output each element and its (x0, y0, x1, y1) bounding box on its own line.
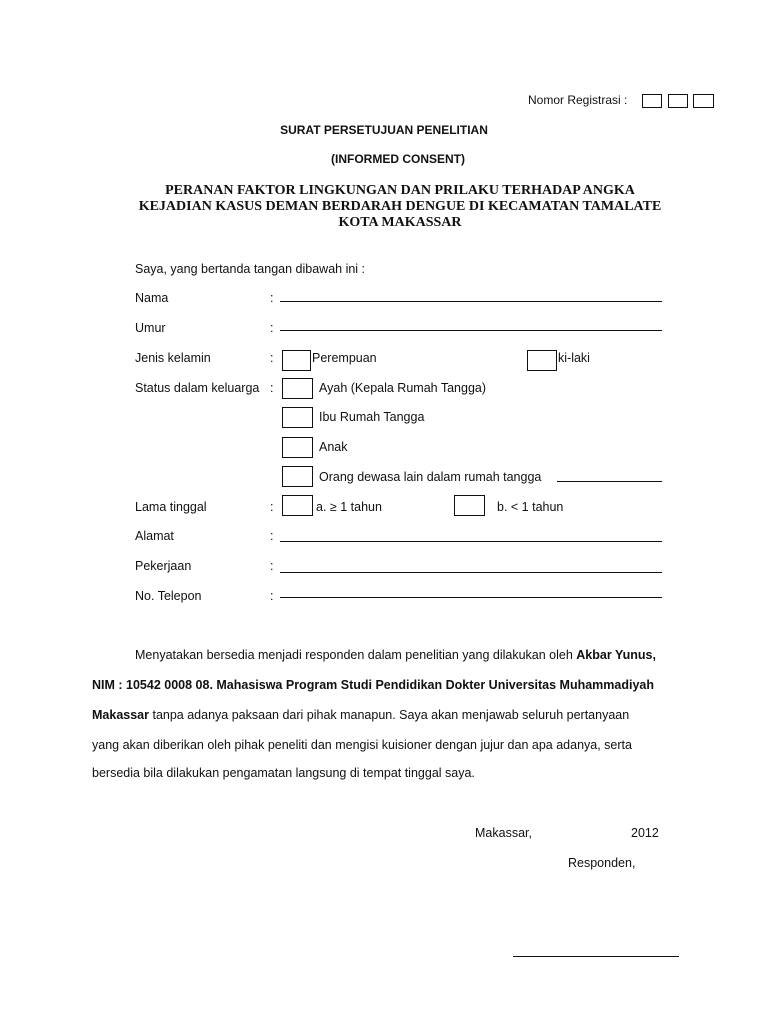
nama-field[interactable] (280, 301, 662, 302)
gender-perempuan-label: Perempuan (312, 351, 377, 365)
document-title: SURAT PERSETUJUAN PENELITIAN (280, 123, 488, 137)
gender-colon: : (270, 351, 274, 365)
gender-lakilaki-label: ki-laki (558, 351, 590, 365)
status-lain-checkbox[interactable] (282, 466, 313, 487)
pekerjaan-label: Pekerjaan (135, 559, 192, 573)
telepon-label: No. Telepon (135, 589, 202, 603)
statement-line-2: NIM : 10542 0008 08. Mahasiswa Program Studi Pendidikan Dokter Universitas Muhammadiyah (92, 678, 655, 692)
statement-line-4: yang akan diberikan oleh pihak peneliti dan mengisi kuisioner dengan jujur dan apa adanya, serta (92, 738, 632, 752)
research-title-line-3: KOTA MAKASSAR (338, 215, 462, 230)
status-colon: : (270, 381, 274, 395)
registration-box-1[interactable] (642, 94, 662, 108)
statement-line-3: Makassar tanpa adanya paksaan dari pihak manapun. Saya akan menjawab seluruh pertanyaan (92, 708, 630, 722)
lama-colon: : (270, 500, 274, 514)
status-ibu-checkbox[interactable] (282, 407, 313, 428)
alamat-label: Alamat (135, 529, 174, 543)
status-lain-label: Orang dewasa lain dalam rumah tangga (319, 470, 542, 484)
registration-box-3[interactable] (693, 94, 714, 108)
research-title-line-1: PERANAN FAKTOR LINGKUNGAN DAN PRILAKU TERHADAP ANGKA (165, 183, 635, 198)
lama-1-label: a. ≥ 1 tahun (316, 500, 382, 514)
lama-2-checkbox[interactable] (454, 495, 485, 516)
signature-line[interactable] (513, 956, 679, 957)
document-subtitle: (INFORMED CONSENT) (331, 152, 465, 166)
registration-label: Nomor Registrasi : (528, 93, 628, 107)
gender-lakilaki-checkbox[interactable] (527, 350, 557, 371)
status-ayah-checkbox[interactable] (282, 378, 313, 399)
form-intro: Saya, yang bertanda tangan dibawah ini : (135, 262, 366, 276)
nama-colon: : (270, 291, 274, 305)
status-lain-field[interactable] (557, 481, 662, 482)
lama-2-label: b. < 1 tahun (497, 500, 564, 514)
telepon-field[interactable] (280, 597, 662, 598)
telepon-colon: : (270, 589, 274, 603)
pekerjaan-field[interactable] (280, 572, 662, 573)
status-label: Status dalam keluarga (135, 381, 260, 395)
alamat-field[interactable] (280, 541, 662, 542)
statement-line-5: bersedia bila dilakukan pengamatan langsung di tempat tinggal saya. (92, 766, 475, 780)
alamat-colon: : (270, 529, 274, 543)
gender-label: Jenis kelamin (135, 351, 211, 365)
lama-1-checkbox[interactable] (282, 495, 313, 516)
status-anak-checkbox[interactable] (282, 437, 313, 458)
status-ibu-label: Ibu Rumah Tangga (319, 410, 425, 424)
status-ayah-label: Ayah (Kepala Rumah Tangga) (319, 381, 487, 395)
registration-box-2[interactable] (668, 94, 688, 108)
umur-colon: : (270, 321, 274, 335)
status-anak-label: Anak (319, 440, 348, 454)
signature-place: Makassar, (475, 826, 532, 840)
research-title-line-2: KEJADIAN KASUS DEMAN BERDARAH DENGUE DI KECAMATAN TAMALATE (138, 199, 662, 214)
nama-label: Nama (135, 291, 169, 305)
umur-label: Umur (135, 321, 166, 335)
statement-line-1: Menyatakan bersedia menjadi responden dalam penelitian yang dilakukan oleh Akbar Yunus, (135, 648, 656, 662)
umur-field[interactable] (280, 330, 662, 331)
gender-perempuan-checkbox[interactable] (282, 350, 311, 371)
lama-label: Lama tinggal (135, 500, 207, 514)
signature-year: 2012 (631, 826, 659, 840)
pekerjaan-colon: : (270, 559, 274, 573)
signature-role: Responden, (568, 856, 636, 870)
